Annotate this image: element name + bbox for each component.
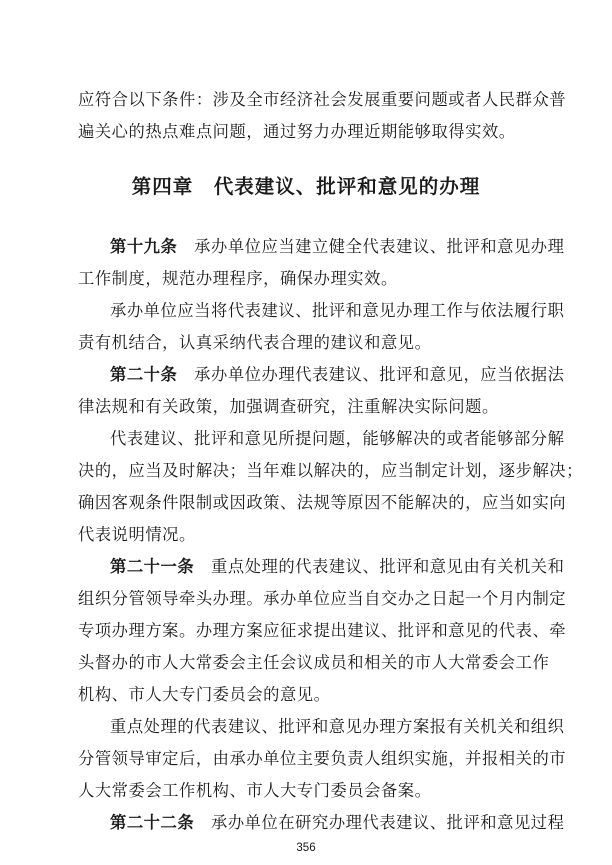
article-19-line bbox=[0, 237, 612, 257]
body-line: 决的，应当及时解决；当年难以解决的，应当制定计划，逐步解决； bbox=[78, 461, 583, 480]
body-line: 组织分管领导牵头办理。承办单位应当自交办之日起一个月内制定 bbox=[78, 589, 567, 608]
body-line: 头督办的市人大常委会主任会议成员和相关的市人大常委会工作 bbox=[78, 653, 550, 672]
article-text: 承办单位在研究办理代表建议、批评和意见过程 bbox=[194, 813, 565, 832]
body-line: 人大常委会工作机构、市人大专门委员会备案。 bbox=[78, 781, 432, 800]
article-label: 第二十一条 bbox=[110, 557, 195, 576]
article-21-line bbox=[0, 557, 612, 577]
body-line: 确因客观条件限制或因政策、法规等原因不能解决的，应当如实向 bbox=[78, 493, 567, 512]
body-line: 律法规和有关政策，加强调查研究，注重解决实际问题。 bbox=[78, 397, 499, 416]
body-line: 重点处理的代表建议、批评和意见办理方案报有关机关和组织 bbox=[110, 717, 565, 736]
body-line: 代表建议、批评和意见所提问题，能够解决的或者能够部分解 bbox=[110, 429, 565, 448]
body-line: 遍关心的热点难点问题，通过努力办理近期能够取得实效。 bbox=[78, 122, 516, 141]
chapter-heading: 第四章 代表建议、批评和意见的办理 bbox=[131, 175, 481, 198]
body-line: 责有机结合，认真采纳代表合理的建议和意见。 bbox=[78, 333, 432, 352]
body-line: 机构、市人大专门委员会的意见。 bbox=[78, 685, 331, 704]
body-line: 工作制度，规范办理程序，确保办理实效。 bbox=[78, 269, 398, 288]
body-line: 应符合以下条件：涉及全市经济社会发展重要问题或者人民群众普 bbox=[78, 90, 567, 109]
article-20-line bbox=[0, 365, 612, 385]
article-text: 承办单位办理代表建议、批评和意见，应当依据法 bbox=[177, 365, 565, 384]
body-line: 代表说明情况。 bbox=[78, 525, 196, 544]
article-label: 第二十条 bbox=[110, 365, 178, 384]
article-label: 第十九条 bbox=[110, 237, 178, 256]
article-label: 第二十二条 bbox=[110, 813, 195, 832]
body-line: 专项办理方案。办理方案应征求提出建议、批评和意见的代表、牵 bbox=[78, 621, 567, 640]
article-text: 重点处理的代表建议、批评和意见由有关机关和 bbox=[194, 557, 565, 576]
body-line: 承办单位应当将代表建议、批评和意见办理工作与依法履行职 bbox=[110, 301, 565, 320]
body-line: 分管领导审定后，由承办单位主要负责人组织实施，并报相关的市 bbox=[78, 749, 567, 768]
article-22-line bbox=[0, 813, 612, 833]
page-number: 356 bbox=[296, 842, 316, 854]
article-text: 承办单位应当建立健全代表建议、批评和意见办理 bbox=[177, 237, 565, 256]
